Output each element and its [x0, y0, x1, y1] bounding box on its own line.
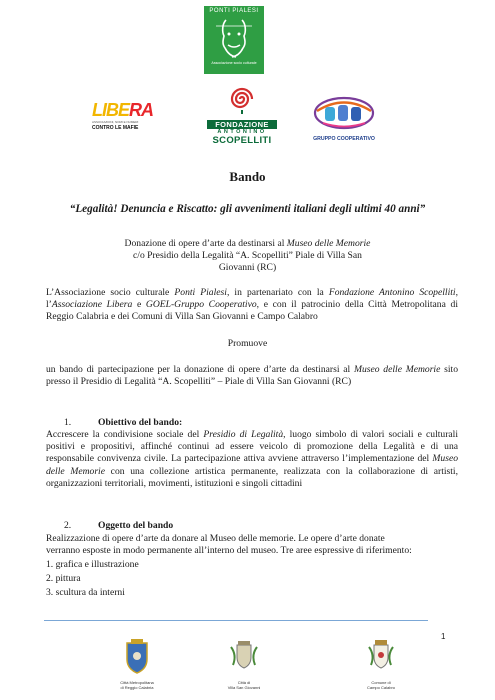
section-2-title: Oggetto del bando — [98, 520, 174, 531]
fondazione-scopelliti-logo — [207, 84, 277, 148]
section-2-line1: Realizzazione di opere d’arte da donare al Museo delle memorie. Le opere d’arte donate — [46, 533, 385, 544]
libera-logo — [92, 100, 164, 140]
libera-wordmark: LIBERA — [92, 100, 154, 120]
fondazione-line2: ANTONINO — [217, 129, 267, 135]
spiral-flower-icon — [227, 84, 257, 114]
section-2-heading — [64, 520, 364, 533]
footer-divider — [44, 620, 428, 621]
face-bridge-icon — [214, 16, 254, 60]
coat-of-arms-icon — [122, 639, 152, 675]
crest3-caption-line2: Campo Calabro — [366, 685, 395, 690]
donation-line3: Giovanni (RC) — [218, 262, 277, 274]
crest2-caption-line2: Villa San Giovanni — [227, 685, 261, 690]
coat-of-arms-icon — [366, 639, 396, 675]
ponti-pialesi-logo — [204, 6, 264, 74]
goel-emblem-icon — [313, 94, 375, 130]
donation-block — [0, 238, 495, 275]
section-2-number: 2. — [64, 520, 72, 531]
page-title: Bando — [229, 169, 266, 184]
list-item: 3. scultura da interni — [46, 587, 125, 598]
ponti-logo-subtitle: Associazione socio culturale — [211, 61, 257, 65]
libera-small-text: ASSOCIAZIONI, NOMI E NUMERI — [92, 120, 139, 124]
crest3-caption-line1: Comune di — [371, 680, 391, 685]
list-item: 2. pittura — [46, 573, 81, 584]
donation-line2: c/o Presidio della Legalità “A. Scopelliti” Piale di Villa San — [133, 250, 362, 262]
crest2-caption-line1: Città di — [237, 680, 251, 685]
page-subtitle: “Legalità! Denuncia e Riscatto: gli avvenimenti italiani degli ultimi 40 anni” — [69, 203, 426, 215]
section-1-title: Obiettivo del bando: — [98, 417, 183, 428]
crest1-caption-line2: di Reggio Calabria — [120, 685, 154, 690]
libera-tagline: CONTRO LE MAFIE — [92, 125, 139, 131]
section-2-line2: verranno esposte in modo permanente all’interno del museo. Tre aree espressive di riferimento: — [46, 545, 412, 556]
goel-tagline: GRUPPO COOPERATIVO — [313, 136, 375, 142]
bando-paragraph: un bando di partecipazione per la donazione di opere d’arte da destinarsi al Museo delle Memorie sito presso il Presidio di Legalità “A. Scopelliti” – Piale di Villa San Giovanni (RC) — [46, 364, 458, 388]
coat-of-arms-icon — [229, 641, 259, 675]
crest-reggio-calabria — [112, 639, 162, 690]
promuove-heading: Promuove — [227, 338, 268, 349]
ponti-logo-name: PONTI PIALESI — [209, 8, 259, 14]
intro-paragraph: L’Associazione socio culturale Ponti Pialesi, in partenariato con la Fondazione Antonino Scopelliti, l’Associazione Libera e GOEL-Gruppo Cooperativo, e con il patrocinio della Città Metropolitana di Reggio Calabria e dei Comuni di Villa San Giovanni e Campo Calabro — [46, 287, 458, 323]
list-item: 1. grafica e illustrazione — [46, 559, 139, 570]
crest1-caption-line1: Città Metropolitana — [120, 680, 154, 685]
donation-line1: Donazione di opere d’arte da destinarsi al Museo delle Memorie — [124, 238, 371, 249]
goel-logo — [312, 94, 376, 140]
fondazione-line3: SCOPELLITI — [212, 135, 272, 146]
section-1-body: Accrescere la condivisione sociale del Presidio di Legalità, luogo simbolo di valori sociali e culturali positivi e propositivi, affinché continui ad essere veicolo di promozione della Legalità e di una responsabile convivenza civile. La partecipazione attiva avviene attraverso l’implementazione del Museo delle Memorie con una collezione artistica permanente, realizzata con la collaborazione di artisti, organizzazioni territoriali, movimenti, istituzioni e singoli cittadini — [46, 429, 458, 489]
crest-villa-san-giovanni — [216, 641, 272, 690]
section-1-number: 1. — [64, 417, 72, 428]
page-number: 1 — [441, 632, 446, 641]
fondazione-line1: FONDAZIONE — [207, 120, 277, 129]
crest-campo-calabro — [356, 639, 406, 690]
